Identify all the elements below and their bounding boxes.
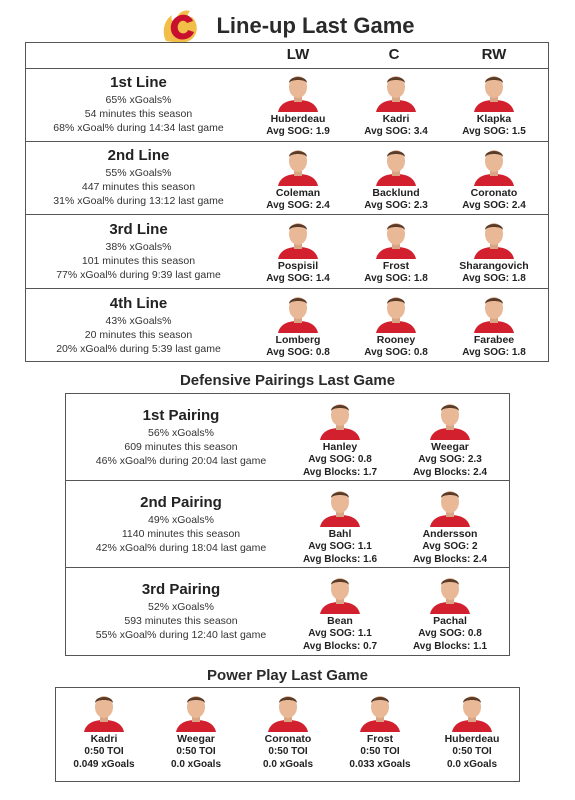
player-name: Backlund: [372, 186, 420, 199]
player-name: Pospisil: [277, 260, 319, 272]
player-card: [404, 400, 496, 479]
player-card: [350, 72, 442, 138]
player-name: Kadri: [382, 113, 410, 125]
player-headshot-icon: [276, 293, 320, 333]
player-headshot-icon: [266, 692, 310, 732]
forward-lines-table: [25, 42, 549, 362]
unit-info: [26, 215, 251, 288]
player-name: Huberdeau: [270, 113, 326, 125]
minutes-season: 54 minutes this season: [84, 107, 193, 120]
player-stat-blocks: Avg Blocks: 2.4: [412, 467, 488, 478]
player-card: [252, 72, 344, 138]
player-headshot-icon: [318, 487, 362, 527]
unit-info: [66, 394, 296, 480]
unit-info: [66, 568, 296, 655]
player-name: Pachal: [433, 615, 467, 627]
xgoals-pct: 55% xGoals%: [105, 167, 172, 180]
player-card: [448, 72, 540, 138]
player-name: Sharangovich: [459, 260, 529, 272]
player-card: [334, 692, 426, 771]
player-card: [350, 146, 442, 212]
xgoals-pct: 49% xGoals%: [148, 513, 214, 526]
player-headshot-icon: [472, 219, 516, 259]
player-stat-blocks: Avg Blocks: 2.4: [412, 554, 488, 565]
player-headshot-icon: [472, 72, 516, 112]
unit-info: [26, 142, 251, 215]
player-stat-sog: Avg SOG: 1.9: [266, 126, 330, 137]
defense-section-title: Defensive Pairings Last Game: [179, 372, 396, 389]
c-header: C: [388, 46, 400, 63]
player-headshot-icon: [374, 293, 418, 333]
player-card: [426, 692, 518, 771]
forward-line-row: [26, 289, 548, 363]
player-name: Weegar: [177, 733, 215, 745]
player-name: Frost: [366, 733, 394, 745]
player-headshot-icon: [472, 146, 516, 186]
xgoals-pct: 43% xGoals%: [105, 314, 172, 327]
player-stat-sog: Avg SOG: 2.4: [266, 199, 330, 211]
minutes-season: 20 minutes this season: [84, 328, 193, 341]
player-stat-sog: Avg SOG: 1.5: [462, 126, 526, 137]
unit-info: [66, 481, 296, 567]
player-stat-xg: 0.033 xGoals: [349, 759, 411, 770]
power-play-section-title: Power Play Last Game: [207, 667, 368, 684]
rw-header: RW: [481, 46, 507, 63]
page-title: Line-up Last Game: [216, 13, 415, 38]
player-headshot-icon: [428, 400, 472, 440]
player-headshot-icon: [174, 692, 218, 732]
forward-line-row: [26, 68, 548, 142]
player-stat-sog: Avg SOG: 1.1: [308, 628, 372, 639]
player-card: [252, 293, 344, 359]
player-stat-sog: Avg SOG: 2.3: [418, 454, 482, 465]
player-name: Bahl: [328, 528, 352, 540]
xgoals-pct: 65% xGoals%: [105, 93, 172, 106]
lw-header: LW: [286, 46, 310, 63]
position-header-row: [26, 43, 548, 69]
minutes-season: 447 minutes this season: [81, 181, 196, 194]
xgoals-pct: 52% xGoals%: [148, 601, 214, 613]
player-card: [350, 293, 442, 359]
player-headshot-icon: [276, 219, 320, 259]
player-stat-sog: Avg SOG: 1.8: [462, 273, 526, 284]
player-card: [404, 487, 496, 566]
unit-name: 1st Line: [110, 73, 167, 91]
player-card: [448, 219, 540, 285]
minutes-season: 609 minutes this season: [124, 440, 238, 453]
title-row: [0, 6, 575, 46]
unit-name: 3rd Line: [109, 220, 168, 238]
player-name: Coronato: [470, 186, 518, 199]
unit-name: 2nd Line: [107, 147, 170, 165]
player-stat-sog: Avg SOG: 1.8: [364, 273, 428, 284]
minutes-season: 101 minutes this season: [81, 254, 196, 267]
unit-name: 3rd Pairing: [141, 581, 221, 598]
last-game-stat: 31% xGoal% during 13:12 last game: [53, 195, 224, 208]
player-stat-toi: 0:50 TOI: [268, 746, 308, 757]
player-name: Hanley: [322, 441, 358, 453]
player-stat-xg: 0.0 xGoals: [446, 759, 498, 770]
player-card: [404, 574, 496, 653]
player-headshot-icon: [374, 146, 418, 186]
player-stat-sog: Avg SOG: 1.1: [308, 541, 372, 552]
player-stat-toi: 0:50 TOI: [84, 746, 124, 757]
defense-pair-row: [66, 481, 509, 568]
last-game-stat: 68% xGoal% during 14:34 last game: [53, 121, 224, 134]
player-card: [252, 219, 344, 285]
player-stat-sog: Avg SOG: 0.8: [364, 346, 428, 358]
player-headshot-icon: [450, 692, 494, 732]
power-play-table: [55, 687, 520, 782]
player-name: Kadri: [90, 733, 118, 745]
xgoals-pct: 56% xGoals%: [148, 426, 214, 439]
player-name: Huberdeau: [444, 733, 500, 745]
last-game-stat: 20% xGoal% during 5:39 last game: [56, 342, 221, 355]
player-stat-sog: Avg SOG: 2.4: [462, 199, 526, 211]
player-card: [150, 692, 242, 771]
minutes-season: 593 minutes this season: [124, 615, 238, 627]
player-name: Frost: [382, 260, 410, 272]
last-game-stat: 42% xGoal% during 18:04 last game: [95, 541, 267, 554]
player-stat-sog: Avg SOG: 0.8: [266, 346, 330, 358]
player-stat-blocks: Avg Blocks: 1.1: [412, 641, 488, 652]
player-headshot-icon: [428, 487, 472, 527]
player-name: Klapka: [476, 113, 512, 125]
player-stat-sog: Avg SOG: 2.3: [364, 199, 428, 211]
last-game-stat: 77% xGoal% during 9:39 last game: [56, 268, 221, 281]
last-game-stat: 46% xGoal% during 20:04 last game: [95, 454, 267, 467]
forward-line-row: [26, 142, 548, 216]
player-stat-blocks: Avg Blocks: 1.6: [302, 554, 378, 565]
player-stat-sog: Avg SOG: 0.8: [308, 454, 372, 465]
player-stat-sog: Avg SOG: 2: [422, 541, 478, 552]
player-headshot-icon: [318, 400, 362, 440]
defense-pair-row: [66, 394, 509, 481]
defense-pair-row: [66, 568, 509, 655]
player-card: [350, 219, 442, 285]
player-name: Farabee: [473, 333, 515, 346]
xgoals-pct: 38% xGoals%: [105, 240, 172, 253]
unit-info: [26, 289, 251, 363]
player-stat-toi: 0:50 TOI: [452, 746, 492, 757]
unit-name: 4th Line: [109, 294, 168, 312]
player-headshot-icon: [276, 146, 320, 186]
player-name: Coleman: [275, 186, 321, 199]
player-stat-sog: Avg SOG: 0.8: [418, 628, 482, 639]
player-name: Bean: [327, 615, 353, 627]
player-name: Coronato: [264, 733, 312, 745]
unit-name: 1st Pairing: [142, 406, 220, 424]
player-stat-toi: 0:50 TOI: [360, 746, 400, 757]
player-stat-xg: 0.0 xGoals: [170, 759, 222, 770]
defense-pairings-table: [65, 393, 510, 656]
player-card: [448, 146, 540, 212]
minutes-season: 1140 minutes this season: [121, 527, 241, 540]
player-stat-toi: 0:50 TOI: [176, 746, 216, 757]
player-stat-blocks: Avg Blocks: 0.7: [302, 641, 378, 652]
player-card: [294, 574, 386, 653]
player-stat-sog: Avg SOG: 1.4: [266, 273, 330, 284]
forward-line-row: [26, 215, 548, 289]
player-stat-xg: 0.0 xGoals: [262, 759, 314, 770]
player-headshot-icon: [82, 692, 126, 732]
player-headshot-icon: [374, 219, 418, 259]
player-headshot-icon: [374, 72, 418, 112]
player-card: [448, 293, 540, 359]
player-stat-sog: Avg SOG: 1.8: [462, 346, 526, 358]
player-name: Weegar: [431, 441, 469, 453]
player-card: [242, 692, 334, 771]
player-stat-sog: Avg SOG: 3.4: [364, 126, 428, 137]
unit-info: [26, 68, 251, 141]
player-headshot-icon: [428, 574, 472, 614]
player-name: Lomberg: [275, 333, 321, 346]
player-name: Rooney: [376, 333, 416, 346]
player-card: [294, 400, 386, 479]
unit-name: 2nd Pairing: [140, 493, 222, 511]
player-headshot-icon: [358, 692, 402, 732]
flames-logo-icon: [160, 7, 202, 45]
player-card: [294, 487, 386, 566]
player-stat-blocks: Avg Blocks: 1.7: [302, 467, 378, 478]
player-card: [58, 692, 150, 771]
player-stat-xg: 0.049 xGoals: [73, 759, 135, 770]
player-headshot-icon: [318, 574, 362, 614]
last-game-stat: 55% xGoal% during 12:40 last game: [95, 629, 267, 641]
player-name: Andersson: [422, 528, 478, 540]
player-headshot-icon: [472, 293, 516, 333]
player-headshot-icon: [276, 72, 320, 112]
player-card: [252, 146, 344, 212]
